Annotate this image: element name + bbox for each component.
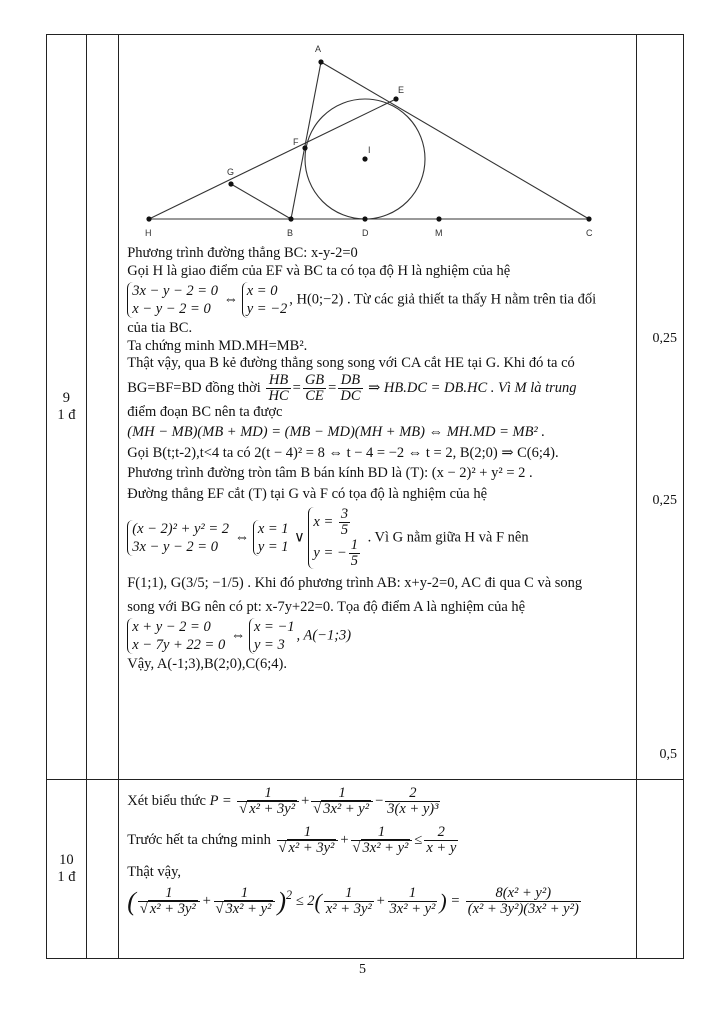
text-line: Gọi B(t;t-2),t<4 ta có 2(t − 4)² = 8 ⇔ t − 4 = −2 ⇔ t = 2, B(2;0) ⇒ C(6;4). <box>127 444 559 461</box>
question-points: 1 đ <box>57 869 76 885</box>
page-number: 5 <box>359 962 366 977</box>
score-value: 0,25 <box>652 331 677 346</box>
math-segment: = <box>450 892 461 909</box>
text-line: song với BG nên có pt: x-7y+22=0. Tọa độ điểm A là nghiệm của hệ <box>127 598 526 615</box>
solution-text <box>119 780 636 921</box>
fraction <box>266 373 290 404</box>
text-line: Thật vậy, <box>127 864 182 880</box>
num: 1 <box>388 886 438 902</box>
den: x² + 3y² <box>149 900 196 917</box>
answer-table <box>46 34 684 959</box>
question-points: 1 đ <box>57 407 76 423</box>
math-segment: ≤ 2 <box>295 892 315 909</box>
num: 1 <box>311 786 373 802</box>
label-h: H <box>145 228 152 238</box>
den: 5 <box>340 522 349 538</box>
point-f <box>303 145 308 150</box>
fraction <box>388 886 438 917</box>
question-number: 10 <box>59 852 74 868</box>
num: DB <box>338 373 362 389</box>
text-segment: , A(−1;3) <box>296 627 352 644</box>
label-d: D <box>362 228 369 238</box>
label-m: M <box>435 228 443 238</box>
text-segment: . Vì G nằm giữa H và F nên <box>367 529 529 546</box>
text-line: của tia BC. <box>127 320 193 336</box>
score-cell <box>637 780 684 959</box>
text-line: điểm đoạn BC nên ta được <box>127 403 283 420</box>
den: HC <box>268 387 289 404</box>
geometry-figure <box>119 35 636 245</box>
point-m <box>437 216 442 221</box>
den: 3(x + y)³ <box>387 801 439 817</box>
num: 2 <box>424 825 458 841</box>
eq: x − y − 2 = 0 <box>132 301 211 317</box>
den: x + y <box>426 840 457 856</box>
num: GB <box>304 371 325 388</box>
solution-cell <box>119 35 637 780</box>
point-c <box>587 216 592 221</box>
eq: y = 3 <box>253 637 285 653</box>
row-question-9 <box>47 35 684 780</box>
inequality-proof: ( $\frac{1}{\text{√ x² + 3y²}}$ + $\frac{1}{\text{√ 3x² + y²}}$ )$^2$ ≤ 2( $\frac{1}{\text{x² + 3y²}}$ + $\frac{1}{\text{3x² + y²}}$ ) = $\frac{\text{8(x² + y²)}}{\text{(x² + 3y²)(3x² + y²)}}$ <box>127 884 579 917</box>
point-h <box>147 216 152 221</box>
text-segment: Xét biểu thức <box>127 792 206 809</box>
score-value: 0,25 <box>652 493 677 508</box>
num: 2 <box>385 786 440 802</box>
label-e: E <box>398 85 405 95</box>
system-h: 3x − y − 2 = 0 x − y − 2 = 0 ⇔ x = 0 y = −2 , H(0;−2) . Từ các giả thiết ta thấy H nằm trên tia đối <box>127 282 630 318</box>
solution-text <box>119 245 636 678</box>
text-line: Phương trình đường thẳng BC: x-y-2=0 <box>127 245 358 261</box>
inequality-claim: Trước hết ta chứng minh $\frac{1}{\text{√ x² + 3y²}}$ + $\frac{1}{\text{√ 3x² + y²}}$ ≤ $\frac{2}{x + y}$ <box>127 824 457 856</box>
den: 3x² + y² <box>323 801 370 817</box>
question-number-cell <box>47 780 87 959</box>
fraction <box>324 886 374 917</box>
system-t: (x − 2)² + y² = 2 3x − y − 2 = 0 ⇔ x = 1 y = 1 ∨ x = $\frac{3}{5}$ y = − $\frac{1}{5}$ . Vì G nằm giữa H và F nên <box>127 507 630 569</box>
text-line: F(1;1), G(3/5; −1/5) . Khi đó phương trình AB: x+y-2=0, AC đi qua C và song <box>127 575 583 591</box>
text-line: Đường thẳng EF cắt (T) tại G và F có tọa độ là nghiệm của hệ <box>127 485 488 502</box>
eq: x = −1 <box>253 619 295 635</box>
label-f: F <box>293 137 299 147</box>
math-segment: P = <box>209 792 232 809</box>
num: 1 <box>138 886 200 902</box>
text-segment: Trước hết ta chứng minh <box>127 831 271 848</box>
den: 3x² + y² <box>225 900 272 917</box>
score-value: 0,5 <box>659 747 677 762</box>
num: 1 <box>324 886 374 902</box>
ratio-line: BG=BF=BD đồng thời $\frac{HB}{HC}$ = $\frac{GB}{CE}$ = $\frac{DB}{DC}$ ⇒ HB.DC = DB.HC . Vì M là trung <box>127 371 577 404</box>
solution-cell <box>119 780 637 959</box>
eq: y = 1 <box>257 539 289 555</box>
score-cell <box>637 35 684 780</box>
num: 3 <box>340 506 349 522</box>
den: x² + 3y² <box>288 840 335 856</box>
expression-p: Xét biểu thức P = $\frac{1}{\text{√ x² + 3y²}}$ + $\frac{1}{\text{√ 3x² + y²}}$ − $\frac{2}{\text{3(x + y)³}}$ <box>127 785 439 817</box>
den: 5 <box>350 553 358 569</box>
point-b <box>289 216 294 221</box>
fraction: $\frac{1}{\text{√ x² + 3y²}}$ <box>237 786 299 817</box>
text-segment: ⇒ HB.DC = DB.HC . Vì M là trung <box>368 379 577 396</box>
point-i <box>363 156 368 161</box>
label-b: B <box>287 228 294 238</box>
point-a <box>319 59 324 64</box>
eq: y = −2 <box>246 301 288 317</box>
fraction: $\frac{1}{\text{√ x² + 3y²}}$ <box>138 886 200 917</box>
label-c: C <box>586 228 593 238</box>
text-line: Phương trình đường tròn tâm B bán kính BD là (T): (x − 2)² + y² = 2 . <box>127 465 533 481</box>
fraction: $\frac{1}{\text{√ x² + 3y²}}$ <box>277 825 339 856</box>
eq: x = 0 <box>246 283 278 299</box>
eq: 3x − y − 2 = 0 <box>132 283 218 299</box>
num: 1 <box>237 786 299 802</box>
system-second-solution: x = $\frac{3}{5}$ y = − $\frac{1}{5}$ <box>308 507 362 569</box>
fraction <box>424 825 458 856</box>
text-line: Vậy, A(-1;3),B(2;0),C(6;4). <box>127 656 287 672</box>
fraction <box>385 786 440 817</box>
den: 3x² + y² <box>389 900 436 917</box>
fraction: $\frac{1}{\text{√ 3x² + y²}}$ <box>214 886 276 917</box>
system-a: x + y − 2 = 0 x − 7y + 22 = 0 ⇔ x = −1 y = 3 , A(−1;3) <box>127 618 630 654</box>
num: 1 <box>277 825 339 841</box>
point-e <box>394 96 399 101</box>
label-g: G <box>227 167 235 177</box>
question-number: 9 <box>62 390 71 406</box>
question-number-cell <box>47 35 87 780</box>
den: CE <box>305 387 324 404</box>
point-d <box>363 216 368 221</box>
den: x² + 3y² <box>325 900 372 917</box>
eq: x − 7y + 22 = 0 <box>132 637 226 653</box>
eq: x = 1 <box>257 521 289 537</box>
fraction <box>338 373 362 404</box>
num: 1 <box>351 825 413 841</box>
fraction <box>349 538 360 569</box>
fraction <box>339 507 350 538</box>
empty-cell <box>86 35 118 780</box>
text-segment: BG=BF=BD đồng thời <box>127 379 261 396</box>
row-question-10 <box>47 780 684 959</box>
text-segment: , H(0;−2) . Từ các giả thiết ta thấy H nằm trên tia đối <box>289 291 597 308</box>
eq: x + y − 2 = 0 <box>132 619 211 635</box>
text-line: Gọi H là giao điểm của EF và BC ta có tọa độ H là nghiệm của hệ <box>127 262 511 279</box>
fraction: $\frac{1}{\text{√ 3x² + y²}}$ <box>351 825 413 856</box>
num: HB <box>266 373 290 389</box>
num: 1 <box>350 537 358 553</box>
den: (x² + 3y²)(3x² + y²) <box>467 900 579 917</box>
fraction <box>466 886 581 917</box>
math-segment: ≤ <box>414 831 423 848</box>
den: 3x² + y² <box>362 840 409 856</box>
text-line: Thật vậy, qua B kẻ đường thẳng song song với CA cắt HE tại G. Khi đó ta có <box>127 355 575 371</box>
label-a: A <box>315 44 322 54</box>
text-line: (MH − MB)(MB + MD) = (MB − MD)(MH + MB) ⇔ MH.MD = MB² . <box>127 424 546 440</box>
eq: 3x − y − 2 = 0 <box>132 539 218 555</box>
label-i: I <box>368 145 371 155</box>
num: 1 <box>214 886 276 902</box>
empty-cell <box>86 780 118 959</box>
fraction <box>303 373 326 404</box>
fraction: $\frac{1}{\text{√ 3x² + y²}}$ <box>311 786 373 817</box>
point-g <box>229 181 234 186</box>
den: x² + 3y² <box>249 801 296 817</box>
text-line: Ta chứng minh MD.MH=MB². <box>127 337 308 354</box>
num: 8(x² + y²) <box>466 886 581 902</box>
eq: (x − 2)² + y² = 2 <box>132 521 230 537</box>
den: DC <box>340 387 361 404</box>
